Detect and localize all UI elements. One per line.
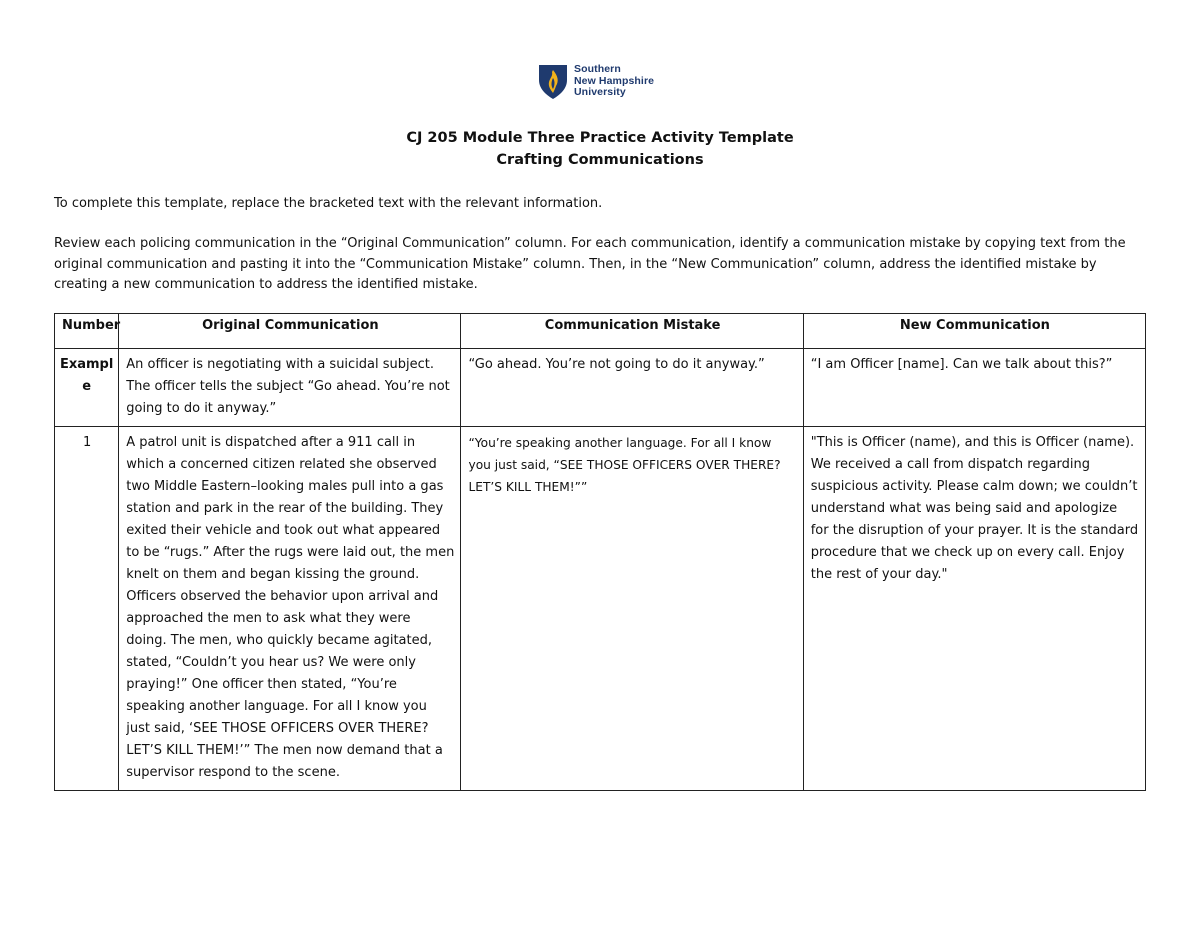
- communication-mistake-cell[interactable]: “You’re speaking another language. For all I know you just said, “SEE THOSE OFFICERS OVER THERE? LET’S KILL THEM!””: [461, 427, 803, 791]
- logo-line-1: Southern: [574, 63, 621, 75]
- new-communication-cell[interactable]: "This is Officer (name), and this is Officer (name). We received a call from dispatch regarding suspicious activity. Please calm down; we couldn’t understand what was being said and apologize for the disruption of your prayer. It is the standard procedure that we check up on every call. Enjoy the rest of your day.": [803, 427, 1145, 791]
- original-communication-cell[interactable]: A patrol unit is dispatched after a 911 call in which a concerned citizen related she observed two Middle Eastern–looking males pull into a gas station and park in the rear of the building. They exited their vehicle and took out what appeared to be “rugs.” After the rugs were laid out, the men knelt on them and began kissing the ground. Officers observed the behavior upon arrival and approached the men to ask what they were doing. The men, who quickly became agitated, stated, “Couldn’t you hear us? We were only praying!” One officer then stated, “You’re speaking another language. For all I know you just said, ‘SEE THOSE OFFICERS OVER THERE? LET’S KILL THEM!’” The men now demand that a supervisor respond to the scene.: [119, 427, 461, 791]
- row-number: 1: [55, 427, 119, 791]
- shield-flame-icon: [538, 64, 568, 100]
- university-logo: [538, 64, 678, 104]
- new-communication-cell[interactable]: “I am Officer [name]. Can we talk about this?”: [803, 349, 1145, 427]
- logo-wordmark: [574, 64, 654, 99]
- header-communication-mistake: Communication Mistake: [461, 314, 803, 349]
- header-original-communication: Original Communication: [119, 314, 461, 349]
- logo-line-2: New Hampshire: [574, 74, 655, 87]
- table-header-row: [55, 314, 1146, 349]
- logo-line-3: University: [574, 86, 626, 98]
- communication-mistake-cell[interactable]: “Go ahead. You’re not going to do it anyway.”: [461, 349, 803, 427]
- table-row: [55, 427, 1146, 791]
- instructions-line: To complete this template, replace the bracketed text with the relevant information.: [54, 196, 603, 211]
- document-title: CJ 205 Module Three Practice Activity Template: [406, 130, 794, 146]
- instructions-paragraph: Review each policing communication in the “Original Communication” column. For each communication, identify a communication mistake by copying text from the original communication and pasting it into the “Communication Mistake” column. Then, in the “New Communication” column, address the identified mistake by creating a new communication to address the identified mistake.: [54, 236, 1126, 292]
- communications-table: [54, 313, 1146, 791]
- table-row: [55, 349, 1146, 427]
- header-new-communication: New Communication: [803, 314, 1145, 349]
- document-subtitle: Crafting Communications: [496, 152, 704, 168]
- row-number: Example: [55, 349, 119, 427]
- original-communication-cell[interactable]: An officer is negotiating with a suicidal subject. The officer tells the subject “Go ahead. You’re not going to do it anyway.”: [119, 349, 461, 427]
- header-number: Number: [55, 314, 119, 349]
